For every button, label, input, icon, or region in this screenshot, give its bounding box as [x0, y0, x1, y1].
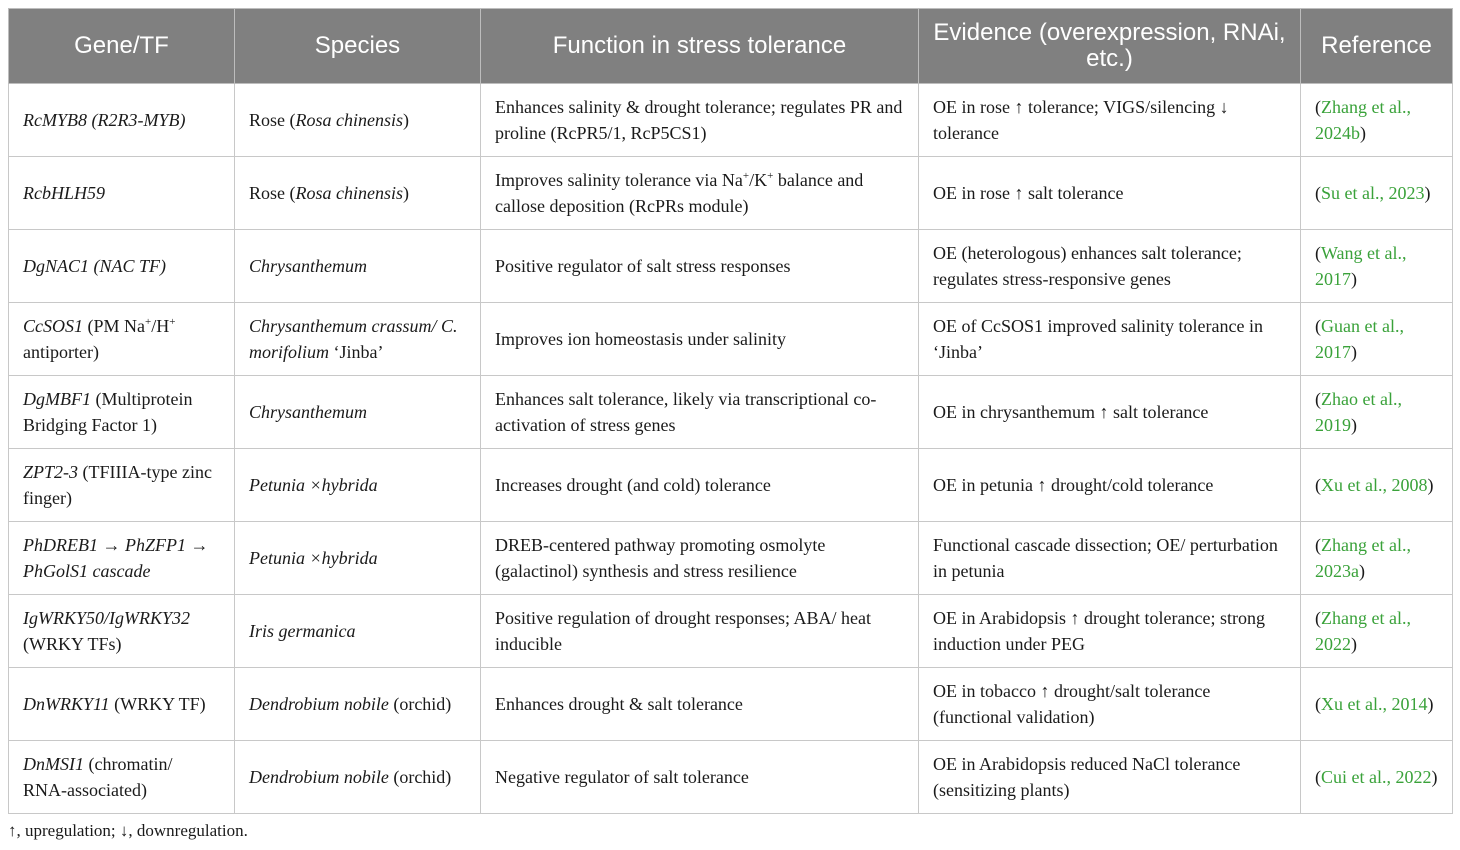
gene-name: ZPT2-3	[23, 462, 79, 482]
gene-cell	[9, 522, 235, 595]
gene-name: DgNAC1 (NAC TF)	[23, 256, 167, 276]
reference-cell: (Xu et al., 2008)	[1301, 449, 1453, 522]
species-cell: Dendrobium nobile (orchid)	[235, 741, 481, 814]
reference-link[interactable]: Cui et al., 2022	[1321, 767, 1432, 787]
header-gene-tf: Gene/TF	[9, 9, 235, 84]
evidence-cell: OE in rose ↑ tolerance; VIGS/silencing ↓ tolerance	[919, 84, 1301, 157]
gene-name: CcSOS1	[23, 316, 83, 336]
species-name: Iris germanica	[249, 621, 356, 641]
reference-cell: (Guan et al., 2017)	[1301, 303, 1453, 376]
reference-cell: (Zhao et al., 2019)	[1301, 376, 1453, 449]
gene-name: RcMYB8 (R2R3-MYB)	[23, 110, 186, 130]
table-row	[9, 741, 1453, 814]
evidence-cell: OE in rose ↑ salt tolerance	[919, 157, 1301, 230]
function-cell: Positive regulation of drought responses; ABA/ heat inducible	[481, 595, 919, 668]
table-row	[9, 595, 1453, 668]
species-cell: Chrysanthemum crassum/ C. morifolium ‘Jinba’	[235, 303, 481, 376]
species-cell	[235, 376, 481, 449]
gene-cell: DgMBF1 (Multiprotein Bridging Factor 1)	[9, 376, 235, 449]
species-cell	[235, 230, 481, 303]
table-row	[9, 230, 1453, 303]
reference-cell: (Su et al., 2023)	[1301, 157, 1453, 230]
function-cell: Negative regulator of salt tolerance	[481, 741, 919, 814]
species-name: Dendrobium nobile	[249, 767, 389, 787]
reference-link[interactable]: Wang et al., 2017	[1315, 243, 1407, 289]
table-row	[9, 157, 1453, 230]
species-cell: Rose (Rosa chinensis)	[235, 157, 481, 230]
species-cell	[235, 522, 481, 595]
species-name: Petunia ×hybrida	[249, 475, 378, 495]
function-cell: DREB-centered pathway promoting osmolyte (galactinol) synthesis and stress resilience	[481, 522, 919, 595]
species-cell: Rose (Rosa chinensis)	[235, 84, 481, 157]
reference-cell: (Cui et al., 2022)	[1301, 741, 1453, 814]
evidence-cell: OE in Arabidopsis reduced NaCl tolerance (sensitizing plants)	[919, 741, 1301, 814]
reference-link[interactable]: Guan et al., 2017	[1315, 316, 1404, 362]
reference-cell: (Xu et al., 2014)	[1301, 668, 1453, 741]
header-species: Species	[235, 9, 481, 84]
evidence-cell: OE in tobacco ↑ drought/salt tolerance (functional validation)	[919, 668, 1301, 741]
gene-cell	[9, 157, 235, 230]
reference-link[interactable]: Zhao et al., 2019	[1315, 389, 1402, 435]
gene-name: DnWRKY11	[23, 694, 110, 714]
reference-link[interactable]: Xu et al., 2008	[1321, 475, 1428, 495]
evidence-cell: OE in petunia ↑ drought/cold tolerance	[919, 449, 1301, 522]
table-row	[9, 522, 1453, 595]
species-name: Chrysanthemum	[249, 256, 367, 276]
gene-name: DgMBF1	[23, 389, 91, 409]
function-cell: Positive regulator of salt stress responses	[481, 230, 919, 303]
table-row	[9, 84, 1453, 157]
reference-link[interactable]: Su et al., 2023	[1321, 183, 1425, 203]
function-cell: Increases drought (and cold) tolerance	[481, 449, 919, 522]
reference-cell: (Zhang et al., 2023a)	[1301, 522, 1453, 595]
table-row	[9, 668, 1453, 741]
evidence-cell: OE (heterologous) enhances salt tolerance; regulates stress-responsive genes	[919, 230, 1301, 303]
table-row	[9, 376, 1453, 449]
gene-name: DnMSI1	[23, 754, 84, 774]
evidence-cell: OE of CcSOS1 improved salinity tolerance in ‘Jinba’	[919, 303, 1301, 376]
species-cell	[235, 449, 481, 522]
header-evidence: Evidence (overexpression, RNAi, etc.)	[919, 9, 1301, 84]
table-row	[9, 303, 1453, 376]
gene-cell: DnWRKY11 (WRKY TF)	[9, 668, 235, 741]
species-name: Dendrobium nobile	[249, 694, 389, 714]
table-footnote: ↑, upregulation; ↓, downregulation.	[8, 821, 248, 840]
evidence-cell: OE in Arabidopsis ↑ drought tolerance; strong induction under PEG	[919, 595, 1301, 668]
gene-cell: ZPT2-3 (TFIIIA-type zinc finger)	[9, 449, 235, 522]
species-name: Rosa chinensis	[295, 110, 403, 130]
reference-link[interactable]: Xu et al., 2014	[1321, 694, 1428, 714]
species-name: Chrysanthemum	[249, 402, 367, 422]
function-cell: Enhances drought & salt tolerance	[481, 668, 919, 741]
reference-link[interactable]: Zhang et al., 2023a	[1315, 535, 1411, 581]
species-name: Chrysanthemum crassum/ C. morifolium	[249, 316, 458, 362]
gene-cell: IgWRKY50/IgWRKY32 (WRKY TFs)	[9, 595, 235, 668]
function-cell: Enhances salt tolerance, likely via transcriptional co-activation of stress genes	[481, 376, 919, 449]
species-cell	[235, 595, 481, 668]
reference-cell: (Zhang et al., 2024b)	[1301, 84, 1453, 157]
reference-link[interactable]: Zhang et al., 2022	[1315, 608, 1411, 654]
evidence-cell: Functional cascade dissection; OE/ perturbation in petunia	[919, 522, 1301, 595]
gene-name: IgWRKY50/IgWRKY32	[23, 608, 191, 628]
species-cell: Dendrobium nobile (orchid)	[235, 668, 481, 741]
header-reference: Reference	[1301, 9, 1453, 84]
function-cell: Improves salinity tolerance via Na+/K+ balance and callose deposition (RcPRs module)	[481, 157, 919, 230]
species-name: Rosa chinensis	[295, 183, 403, 203]
gene-name: RcbHLH59	[23, 183, 105, 203]
reference-cell: (Wang et al., 2017)	[1301, 230, 1453, 303]
gene-cell	[9, 230, 235, 303]
gene-cell	[9, 84, 235, 157]
gene-cell: CcSOS1 (PM Na+/H+ antiporter)	[9, 303, 235, 376]
function-cell: Improves ion homeostasis under salinity	[481, 303, 919, 376]
table-row	[9, 449, 1453, 522]
reference-cell: (Zhang et al., 2022)	[1301, 595, 1453, 668]
header-row	[9, 9, 1453, 84]
evidence-cell: OE in chrysanthemum ↑ salt tolerance	[919, 376, 1301, 449]
gene-name: PhDREB1 → PhZFP1 → PhGolS1 cascade	[23, 535, 209, 581]
reference-link[interactable]: Zhang et al., 2024b	[1315, 97, 1411, 143]
species-name: Petunia ×hybrida	[249, 548, 378, 568]
function-cell: Enhances salinity & drought tolerance; regulates PR and proline (RcPR5/1, RcP5CS1)	[481, 84, 919, 157]
gene-tf-table	[8, 8, 1453, 814]
gene-cell: DnMSI1 (chromatin/ RNA-associated)	[9, 741, 235, 814]
header-function: Function in stress tolerance	[481, 9, 919, 84]
